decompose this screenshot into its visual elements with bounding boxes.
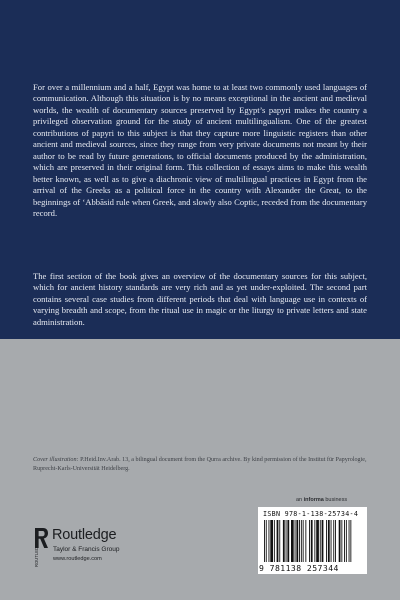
barcode-bar (316, 520, 319, 562)
barcode-bar (326, 520, 327, 562)
caption-text: P.Heid.Inv.Arab. 13, a bilingual document from the Qurra archive. By kind permission of the Institut für Papyrologie, Ruprecht-Karls-Universität Heidelberg. (33, 457, 367, 472)
barcode-bar (283, 520, 285, 562)
barcode-bar (299, 520, 300, 562)
barcode-bar (339, 520, 341, 562)
routledge-r-mark-icon (33, 527, 49, 569)
barcode-bar (331, 520, 332, 562)
barcode-bar (320, 520, 321, 562)
barcode-bar (346, 520, 347, 562)
barcode-bar (287, 520, 289, 562)
barcode-bar (266, 520, 267, 562)
caption-label: Cover illustration: (33, 457, 79, 463)
barcode-bar (314, 520, 315, 562)
barcode-bar (295, 520, 296, 562)
barcode-bar (286, 520, 287, 562)
barcode-bar (269, 520, 270, 562)
blurb-paragraph-1: For over a millennium and a half, Egypt was home to at least two commonly used languages of communication. Although this situation is by no means exceptional in the ancient and medieval worlds, the wealth of documentary sources preserved by Egypt’s papyri makes the country a privileged observation ground for the study of ancient multilingualism. One of the greatest contributions of papyri to this subject is that they capture more linguistic registers than other ancient and medieval sources, since they range from very private documents not meant by their author to be read by future generations, to official documents produced by the administration, which are preserved in their original form. This collection of essays aims to make this wealth better known, as well as to give a diachronic view of multilingual practices in Egypt from the arrival of the Greeks as a political force in the country with Alexander the Great, to the beginnings of ‘Abbāsid rule when Greek, and slowly also Coptic, receded from the documentary record. (33, 82, 367, 218)
informa-business-tag (296, 497, 347, 503)
barcode-bar (322, 520, 324, 562)
barcode-bar (305, 520, 306, 562)
barcode-bar (349, 520, 350, 562)
routledge-logo (33, 527, 157, 573)
barcode-bar (328, 520, 330, 562)
publisher-url: www.routledge.com (53, 556, 102, 562)
barcode-bar (350, 520, 351, 562)
isbn-barcode (258, 507, 367, 574)
barcode-bar (333, 520, 334, 562)
barcode-bar (264, 520, 265, 562)
informa-prefix: an (296, 497, 304, 503)
informa-suffix: business (323, 497, 348, 503)
barcode-bar (344, 520, 345, 562)
barcode-digits: 9 781138 257344 (259, 563, 339, 573)
barcode-bar (270, 520, 273, 562)
barcode-bar (341, 520, 342, 562)
barcode-bar (303, 520, 304, 562)
barcode-bar (279, 520, 280, 562)
blurb-paragraph-2: The first section of the book gives an overview of the documentary sources for this subject, which for ancient history standards are very rich and as yet under-exploited. The second part contains several case studies from different periods that deal with language use in contexts of varying breadth and scope, from the ritual use in magic or the liturgy to private letters and state administration. (33, 271, 367, 327)
svg-text:ROUTLEDGE: ROUTLEDGE (34, 540, 39, 567)
isbn-label: ISBN 978-1-138-25734-4 (263, 510, 359, 518)
barcode-bar (296, 520, 298, 562)
barcode-bar (301, 520, 302, 562)
publisher-name: Routledge (52, 527, 117, 543)
publisher-group: Taylor & Francis Group (53, 546, 120, 553)
barcode-bar (309, 520, 310, 562)
barcode-bar (311, 520, 313, 562)
barcode-bar (277, 520, 279, 562)
barcode-bar (274, 520, 275, 562)
barcode-bar (335, 520, 336, 562)
barcode-bars (264, 520, 362, 562)
informa-brand: informa (303, 497, 324, 503)
cover-illustration-caption (33, 456, 373, 473)
barcode-bar (291, 520, 294, 562)
